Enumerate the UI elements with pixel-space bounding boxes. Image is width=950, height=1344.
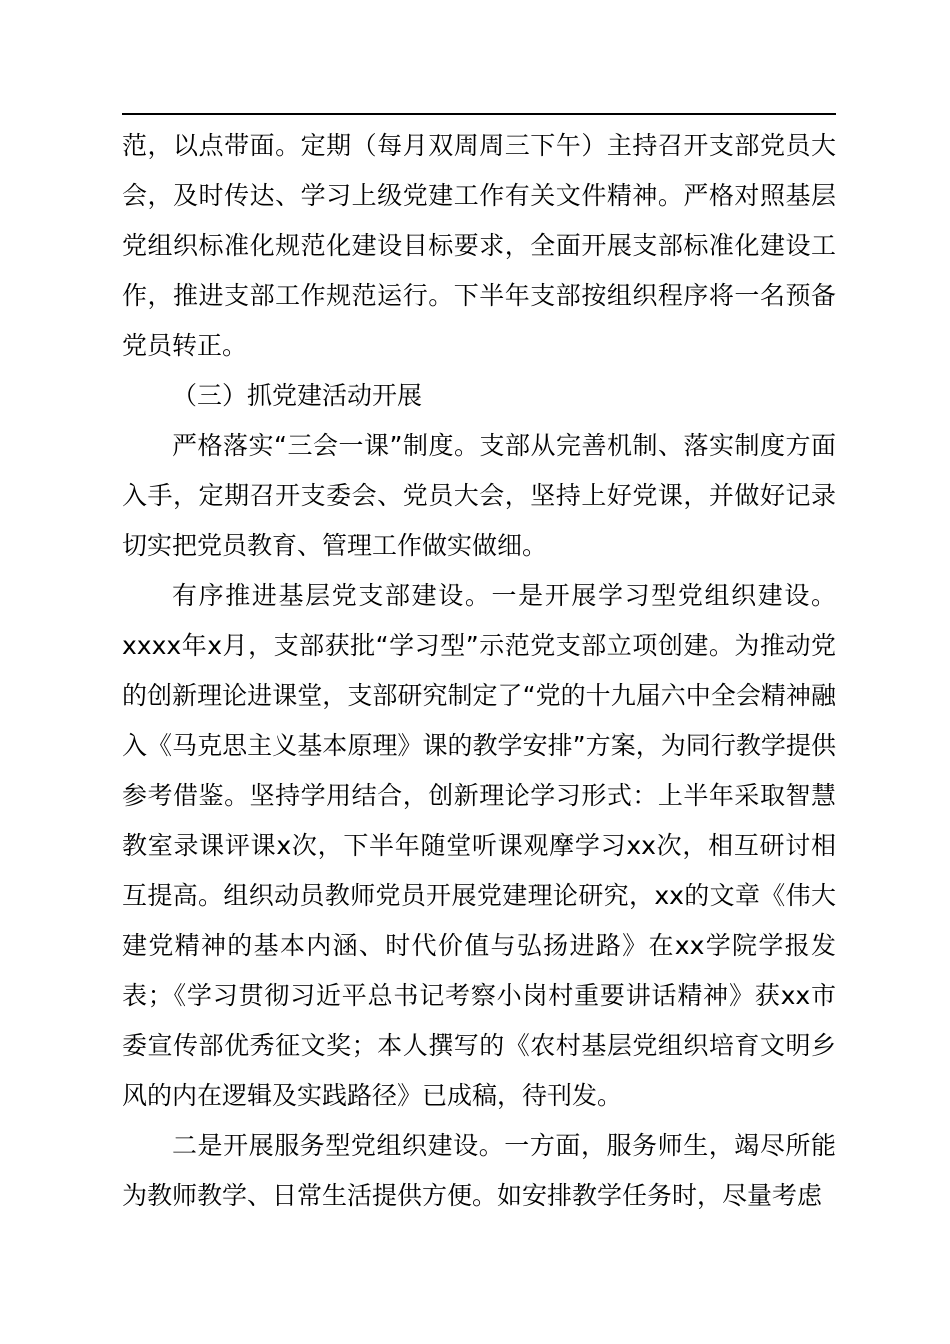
paragraph-continuation: 范，以点带面。定期（每月双周周三下午）主持召开支部党员大会，及时传达、学习上级党建工作有关文件精神。严格对照基层党组织标准化规范化建设目标要求，全面开展支部标准化建设工作，推进支部工作规范运行。下半年支部按组织程序将一名预备党员转正。: [122, 131, 836, 360]
section-heading: （三）抓党建活动开展: [172, 381, 423, 410]
paragraph-service-organization: 二是开展服务型党组织建设。一方面，服务师生，竭尽所能为教师教学、日常生活提供方便。如安排教学任务时，尽量考虑: [122, 1131, 836, 1210]
header-rule: [122, 113, 836, 115]
paragraph-learning-organization: 有序推进基层党支部建设。一是开展学习型党组织建设。xxxx年x月，支部获批“学习型”示范党支部立项创建。为推动党的创新理论进课堂，支部研究制定了“党的十九届六中全会精神融入《马克思主义基本原理》课的教学安排”方案，为同行教学提供参考借鉴。坚持学用结合，创新理论学习形式：上半年采取智慧教室录课评课x次，下半年随堂听课观摩学习xx次，相互研讨相互提高。组织动员教师党员开展党建理论研究，xx的文章《伟大建党精神的基本内涵、时代价值与弘扬进路》在xx学院学报发表；《学习贯彻习近平总书记考察小岗村重要讲话精神》获xx市委宣传部优秀征文奖；本人撰写的《农村基层党组织培育文明乡风的内在逻辑及实践路径》已成稿，待刊发。: [122, 581, 836, 1110]
document-body: [122, 121, 836, 1221]
paragraph-three-meetings: 严格落实“三会一课”制度。支部从完善机制、落实制度方面入手，定期召开支委会、党员大会，坚持上好党课，并做好记录切实把党员教育、管理工作做实做细。: [122, 431, 836, 560]
